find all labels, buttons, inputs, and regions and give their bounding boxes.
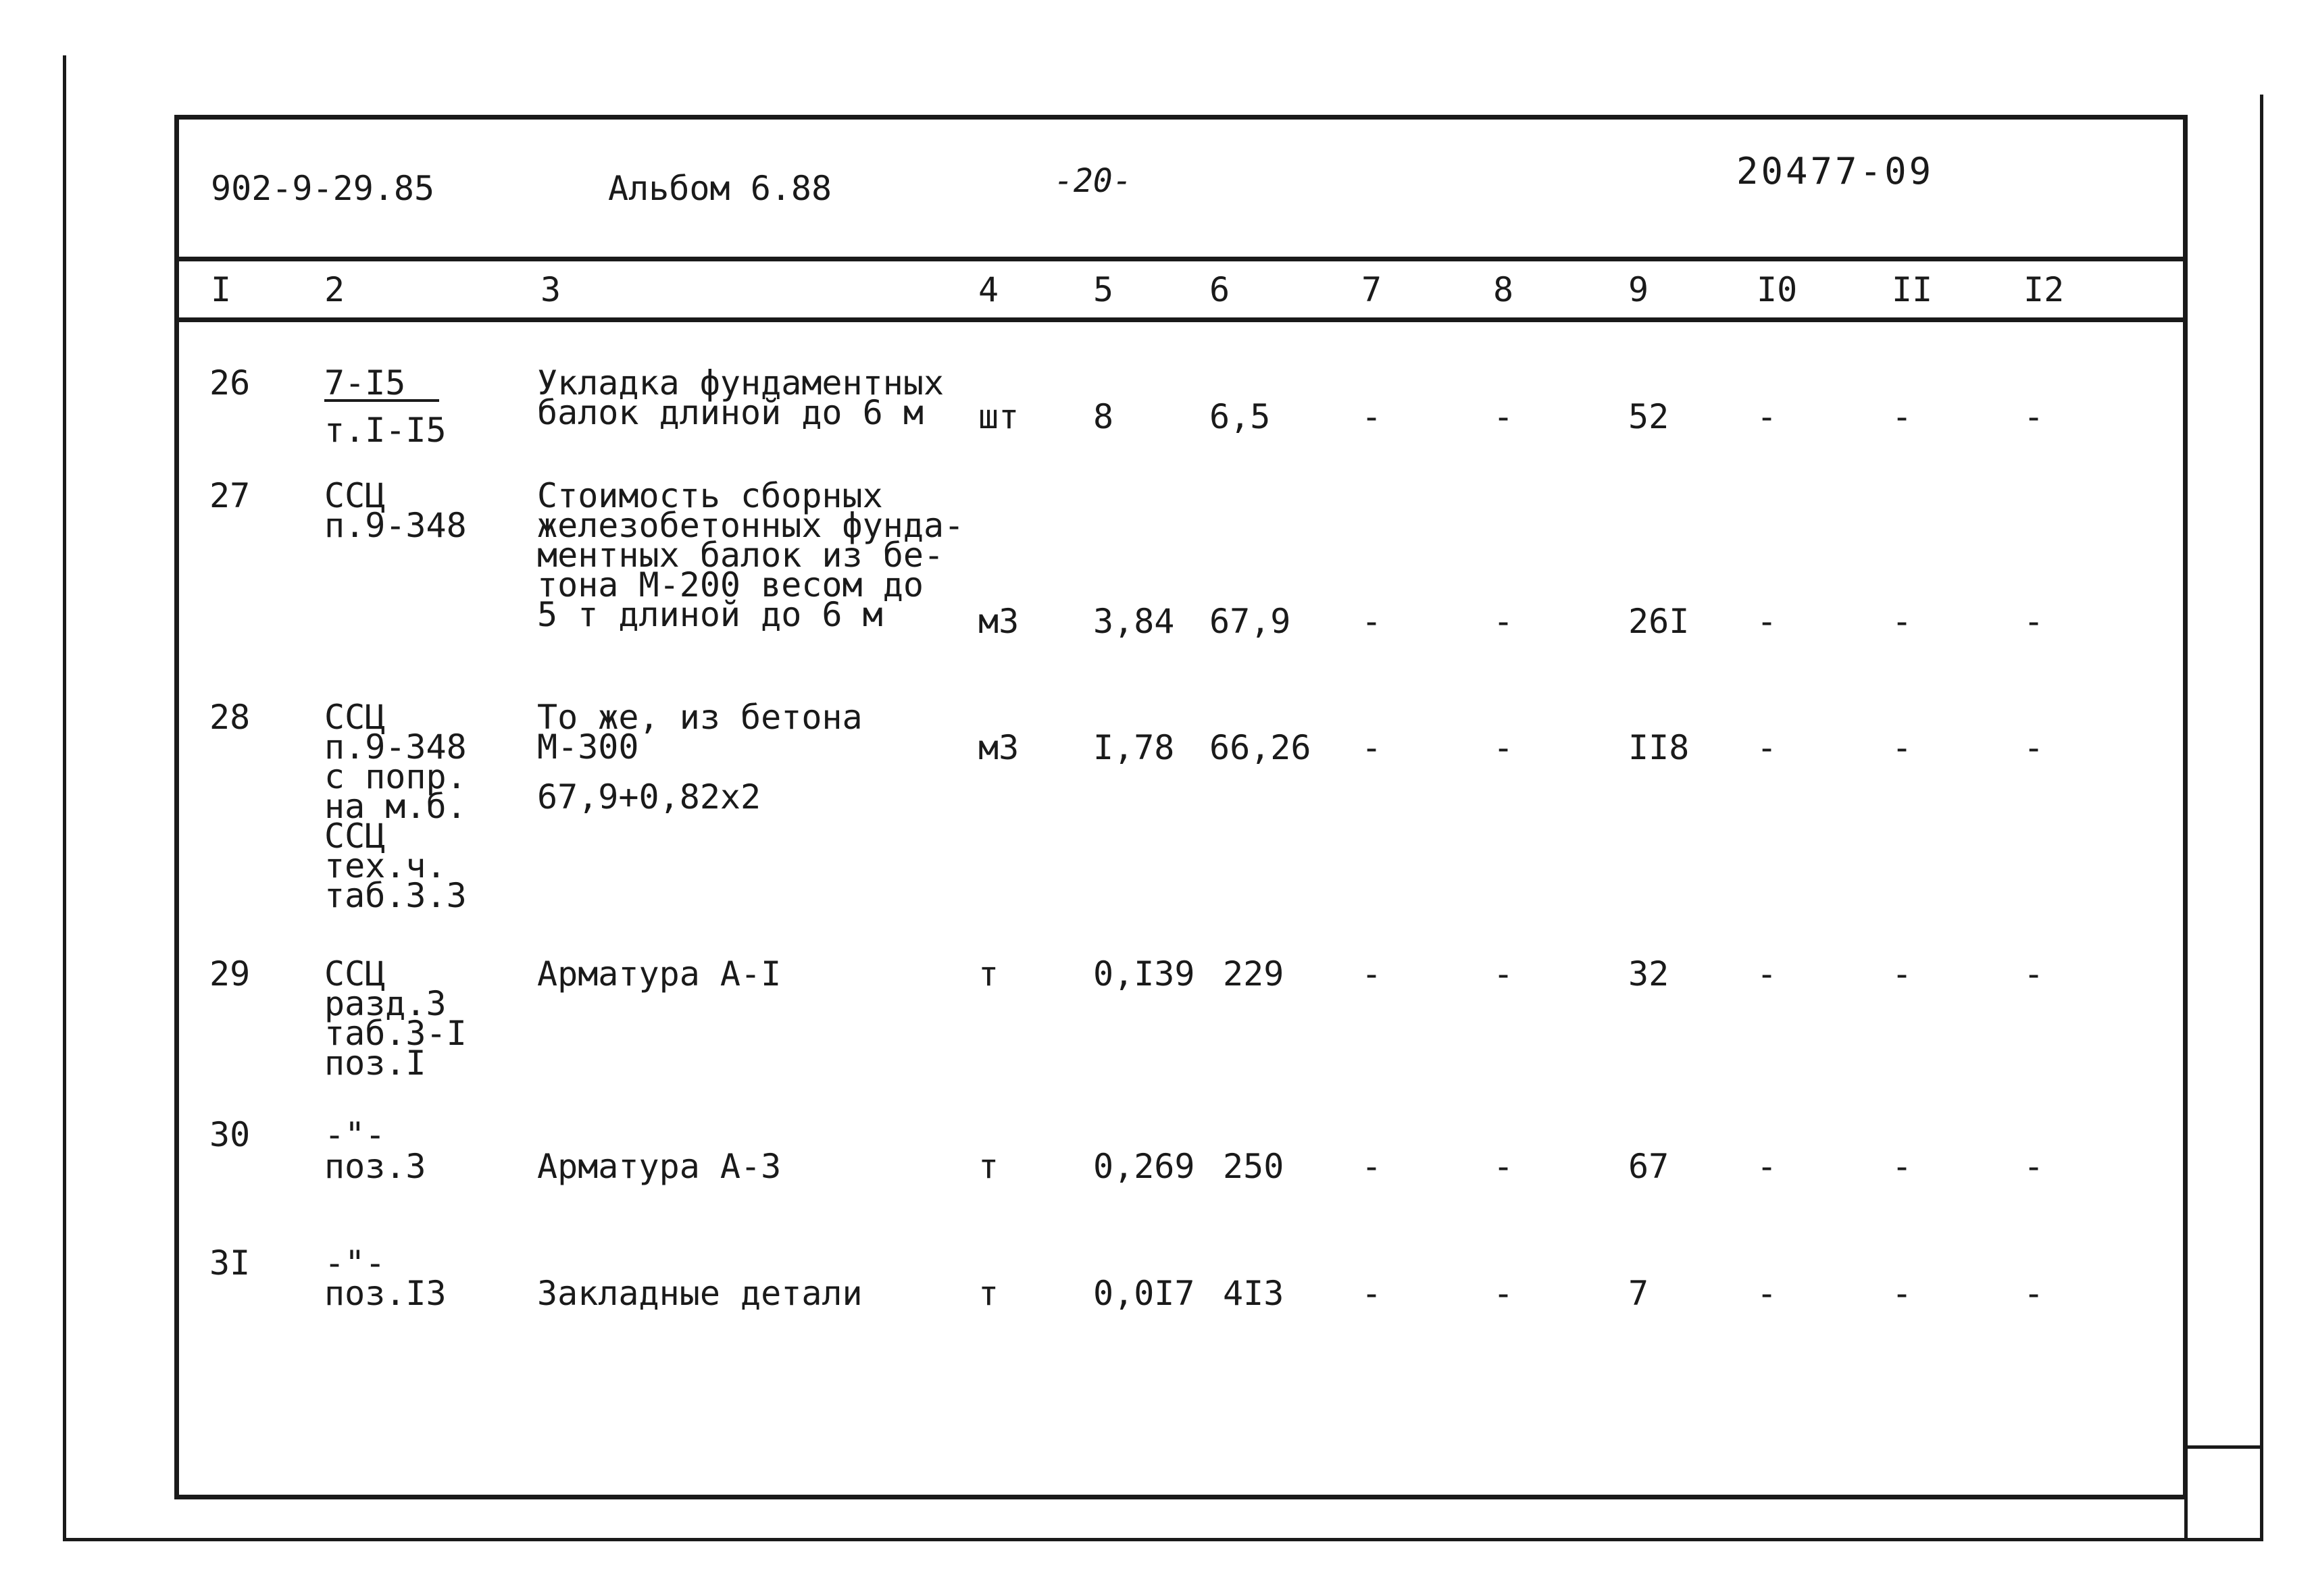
row-reference-line: п.9-348 (324, 506, 467, 545)
row-reference-line: разд.3 (324, 984, 447, 1023)
column-header: 4 (978, 270, 999, 309)
row-unit-price: 67,9 (1209, 602, 1291, 641)
row-reference-line: тех.ч. (324, 846, 447, 885)
row-unit-price: 4I3 (1223, 1274, 1284, 1313)
column-header: 5 (1093, 270, 1114, 309)
title-block-corner (2184, 1445, 2263, 1541)
row-unit: м3 (978, 602, 1020, 641)
row-number: 30 (209, 1115, 251, 1154)
row-formula: 67,9+0,82х2 (537, 777, 761, 817)
column-header: 8 (1493, 270, 1514, 309)
page-right-line (2260, 95, 2263, 1541)
row-col10: - (1757, 602, 1778, 641)
row-unit: м3 (978, 728, 1020, 767)
row-col10: - (1757, 1147, 1778, 1186)
row-description-line: Укладка фундаментных (537, 363, 945, 403)
row-reference-line: -"- (324, 1243, 386, 1283)
column-header: 9 (1628, 270, 1649, 309)
row-reference-line: п.9-348 (324, 727, 467, 767)
row-number: 28 (209, 698, 251, 737)
row-col8: - (1493, 954, 1514, 994)
row-quantity: 0,0I7 (1093, 1274, 1195, 1313)
page-bottom-line (63, 1538, 2263, 1541)
row-quantity: 0,269 (1093, 1147, 1195, 1186)
row-description-line: балок длиной до 6 м (537, 393, 924, 432)
header-rule-top (179, 257, 2186, 261)
row-reference-line: ССЦ (324, 954, 386, 994)
row-col10: - (1757, 728, 1778, 767)
row-reference-line: 7-I5 (324, 368, 439, 402)
row-number: 29 (209, 954, 251, 994)
project-code: 902-9-29.85 (211, 169, 435, 208)
row-description-line: 5 т длиной до 6 м (537, 595, 883, 634)
row-description-line: Арматура А-3 (537, 1147, 782, 1186)
column-header: 7 (1361, 270, 1382, 309)
row-reference-line: т.I-I5 (324, 411, 447, 450)
column-header: 3 (540, 270, 561, 309)
page-number: -20- (1054, 162, 1132, 200)
row-col8: - (1493, 397, 1514, 436)
row-col11: - (1892, 1274, 1913, 1313)
row-col11: - (1892, 602, 1913, 641)
row-unit-price: 250 (1223, 1147, 1284, 1186)
row-description-line: М-300 (537, 727, 639, 767)
row-col12: - (2023, 728, 2044, 767)
column-header: 6 (1209, 270, 1230, 309)
row-col8: - (1493, 728, 1514, 767)
row-col11: - (1892, 397, 1913, 436)
header-rule-bottom (179, 317, 2186, 322)
row-quantity: 3,84 (1093, 602, 1175, 641)
row-col12: - (2023, 954, 2044, 994)
row-unit: т (978, 1274, 999, 1313)
row-unit: т (978, 1147, 999, 1186)
row-col7: - (1361, 602, 1382, 641)
row-col8: - (1493, 1147, 1514, 1186)
row-col8: - (1493, 602, 1514, 641)
row-reference-line: поз.I3 (324, 1274, 447, 1313)
row-reference-line: поз.3 (324, 1147, 426, 1186)
row-col10: - (1757, 954, 1778, 994)
row-col7: - (1361, 1274, 1382, 1313)
row-quantity: 0,I39 (1093, 954, 1195, 994)
document-number: 20477-09 (1736, 150, 1934, 192)
row-number: 3I (209, 1243, 251, 1283)
row-reference-line: -"- (324, 1115, 386, 1154)
row-col7: - (1361, 954, 1382, 994)
row-reference-line: поз.I (324, 1044, 426, 1083)
row-description-line: тона М-200 весом до (537, 565, 924, 604)
row-col10: - (1757, 397, 1778, 436)
row-unit: т (978, 954, 999, 994)
row-description-line: Арматура А-I (537, 954, 782, 994)
row-unit-price: 229 (1223, 954, 1284, 994)
row-total: 32 (1628, 954, 1669, 994)
column-header: I0 (1757, 270, 1798, 309)
row-col11: - (1892, 954, 1913, 994)
row-col8: - (1493, 1274, 1514, 1313)
row-reference-line: таб.3-I (324, 1014, 467, 1053)
row-quantity: 8 (1093, 397, 1114, 436)
row-description-line: То же, из бетона (537, 698, 863, 737)
album-label: Альбом 6.88 (608, 169, 832, 208)
row-reference-line: с попр. (324, 757, 467, 796)
row-unit-price: 66,26 (1209, 728, 1311, 767)
column-header: 2 (324, 270, 345, 309)
page-margin-line (63, 55, 66, 1541)
row-unit-price: 6,5 (1209, 397, 1271, 436)
row-reference-line: на м.б. (324, 787, 467, 826)
row-unit: шт (978, 397, 1020, 436)
row-col7: - (1361, 728, 1382, 767)
row-total: 52 (1628, 397, 1669, 436)
row-col12: - (2023, 397, 2044, 436)
row-total: II8 (1628, 728, 1690, 767)
row-description-line: ментных балок из бе- (537, 536, 945, 575)
row-total: 7 (1628, 1274, 1649, 1313)
column-header: I2 (2023, 270, 2065, 309)
row-col7: - (1361, 1147, 1382, 1186)
row-col12: - (2023, 1274, 2044, 1313)
row-description-line: Закладные детали (537, 1274, 863, 1313)
row-total: 67 (1628, 1147, 1669, 1186)
row-reference-line: ССЦ (324, 817, 386, 856)
row-number: 27 (209, 476, 251, 515)
row-description-line: Стоимость сборных (537, 476, 883, 515)
row-description-line: железобетонных фунда- (537, 506, 965, 545)
row-reference-line: ССЦ (324, 698, 386, 737)
row-reference-line: ССЦ (324, 476, 386, 515)
row-col11: - (1892, 728, 1913, 767)
row-number: 26 (209, 363, 251, 403)
column-header: I (211, 270, 232, 309)
row-total: 26I (1628, 602, 1690, 641)
row-col12: - (2023, 1147, 2044, 1186)
column-header: II (1892, 270, 1933, 309)
row-col12: - (2023, 602, 2044, 641)
row-col7: - (1361, 397, 1382, 436)
row-reference-line: таб.3.3 (324, 876, 467, 915)
row-quantity: I,78 (1093, 728, 1175, 767)
row-col11: - (1892, 1147, 1913, 1186)
row-col10: - (1757, 1274, 1778, 1313)
